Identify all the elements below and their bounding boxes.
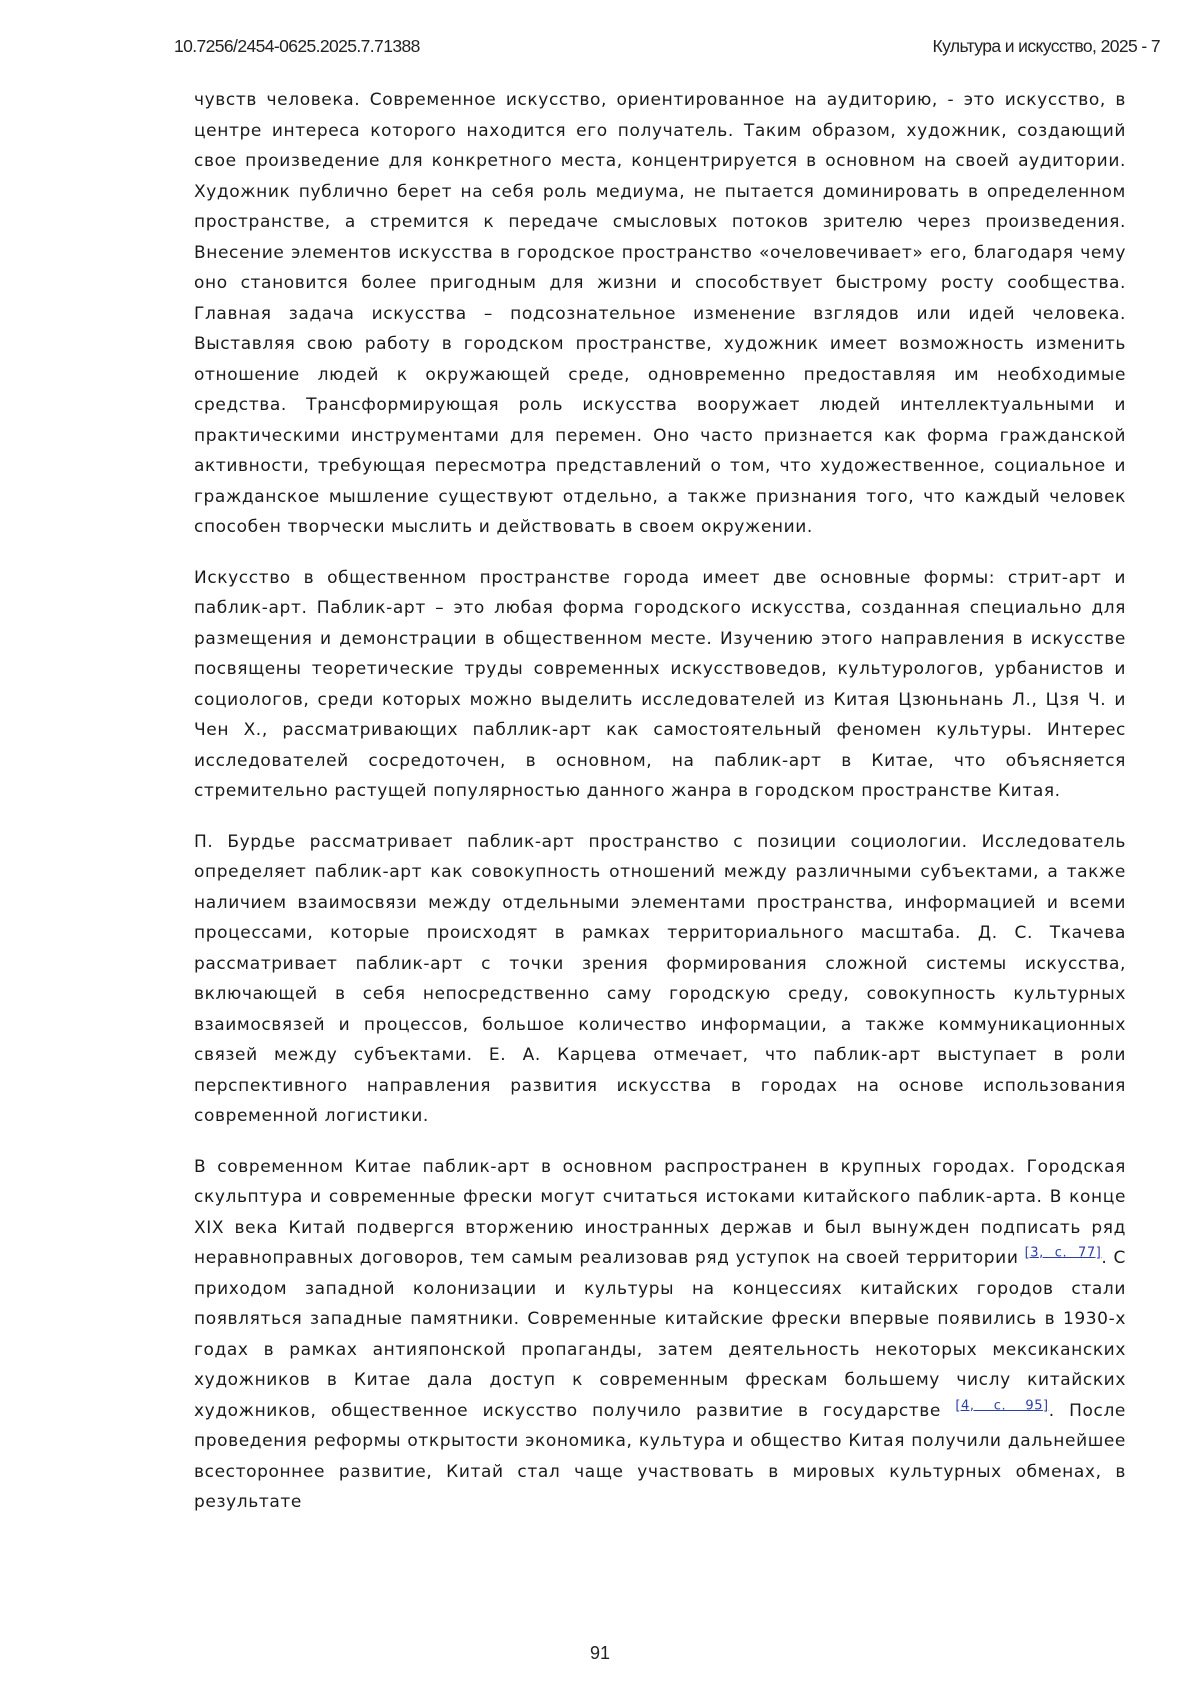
citation-link-3[interactable]: [3, с. 77] xyxy=(1024,1245,1102,1261)
page-header xyxy=(174,36,1160,62)
paragraph-4 xyxy=(194,1152,1126,1518)
paragraph-4-text-2: . С приходом западной колонизации и культуры на концессиях китайских городов стали появляться западные памятники. Современные китайские фрески впервые появились в 1930-х годах в рамках антияпонской пропаганды, затем деятельность некоторых мексиканских художников в Китае дала доступ к современным фрескам большему числу китайских художников, общественное искусство получило развитие в государстве xyxy=(194,1248,1126,1421)
journal-title: Культура и искусство, 2025 - 7 xyxy=(932,36,1160,56)
paragraph-1: чувств человека. Современное искусство, ориентированное на аудиторию, - это искусство, в центре интереса которого находится его получатель. Таким образом, художник, создающий свое произведение для конкретного места, концентрируется в основном на своей аудитории. Художник публично берет на себя роль медиума, не пытается доминировать в определенном пространстве, а стремится к передаче смысловых потоков зрителю через произведения. Внесение элементов искусства в городское пространство «очеловечивает» его, благодаря чему оно становится более пригодным для жизни и способствует быстрому росту сообщества. Главная задача искусства – подсознательное изменение взглядов или идей человека. Выставляя свою работу в городском пространстве, художник имеет возможность изменить отношение людей к окружающей среде, одновременно предоставляя им необходимые средства. Трансформирующая роль искусства вооружает людей интеллектуальными и практическими инструментами для перемен. Оно часто признается как форма гражданской активности, требующая пересмотра представлений о том, что художественное, социальное и гражданское мышление существуют отдельно, а также признания того, что каждый человек способен творчески мыслить и действовать в своем окружении. xyxy=(194,90,1126,537)
paragraph-4-text-3: . После проведения реформы открытости экономика, культура и общество Китая получили дальнейшее всестороннее развитие, Китай стал чаще участвовать в мировых культурных обменах, в результате xyxy=(194,1400,1126,1512)
citation-link-4[interactable]: [4, с. 95] xyxy=(955,1397,1049,1413)
page-number: 91 xyxy=(589,1643,611,1663)
doi-label: 10.7256/2454-0625.2025.7.71388 xyxy=(174,36,420,56)
paragraph-2: Искусство в общественном пространстве города имеет две основные формы: стрит-арт и паблик-арт. Паблик-арт – это любая форма городского искусства, созданная специально для размещения и демонстрации в общественном месте. Изучению этого направления в искусстве посвящены теоретические труды современных искусствоведов, культурологов, урбанистов и социологов, среди которых можно выделить исследователей из Китая Цзюньнань Л., Цзя Ч. и Чен Х., рассматривающих пабллик-арт как самостоятельный феномен культуры. Интерес исследователей сосредоточен, в основном, на паблик-арт в Китае, что объясняется стремительно растущей популярностью данного жанра в городском пространстве Китая. xyxy=(194,567,1126,801)
paragraph-3: П. Бурдье рассматривает паблик-арт пространство с позиции социологии. Исследователь определяет паблик-арт как совокупность отношений между различными субъектами, а также наличием взаимосвязи между отдельными элементами пространства, информацией и всеми процессами, которые происходят в рамках территориального масштаба. Д. С. Ткачева рассматривает паблик-арт с точки зрения формирования сложной системы искусства, включающей в себя непосредственно саму городскую среду, совокупность культурных взаимосвязей и процессов, большое количество информации, а также коммуникационных связей между субъектами. Е. А. Карцева отмечает, что паблик-арт выступает в роли перспективного направления развития искусства в городах на основе использования современной логистики. xyxy=(194,831,1126,1126)
article-body xyxy=(194,85,1126,1538)
paragraph-4-text-1: В современном Китае паблик-арт в основном распространен в крупных городах. Городская скульптура и современные фрески могут считаться истоками китайского паблик-арта. В конце XIX века Китай подвергся вторжению иностранных держав и был вынужден подписать ряд неравноправных договоров, тем самым реализовав ряд уступок на своей территории xyxy=(194,1156,1126,1268)
